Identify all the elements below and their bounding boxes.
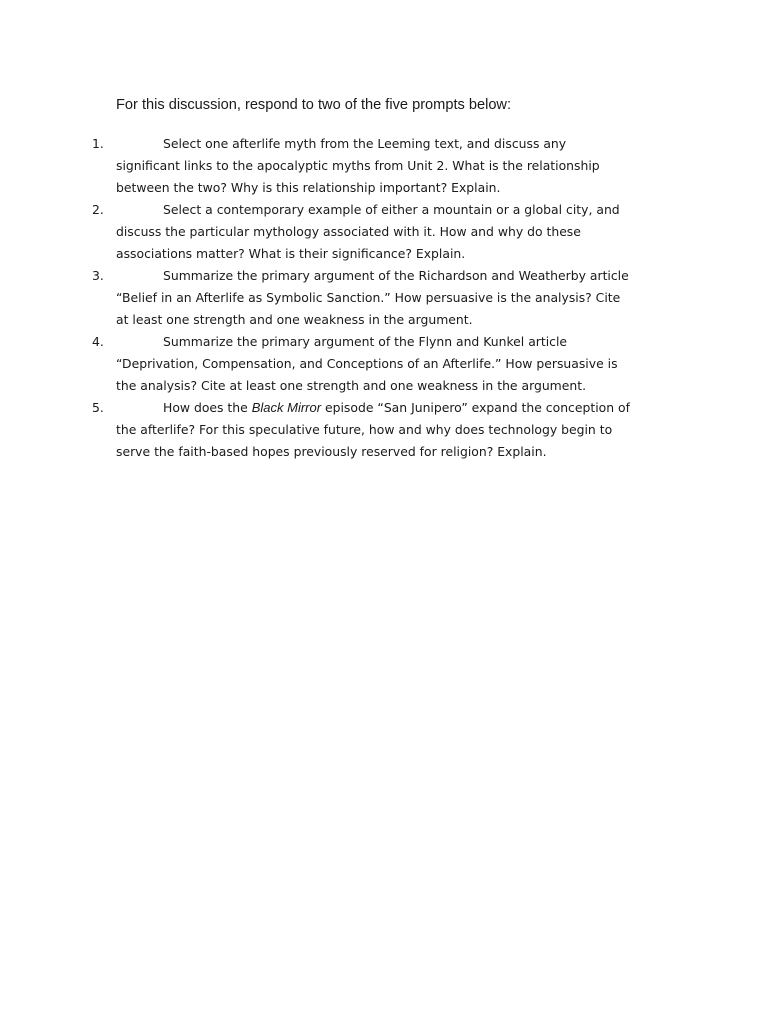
prompt-number: 3.: [92, 268, 104, 283]
prompt-line: between the two? Why is this relationship important? Explain.: [116, 180, 501, 195]
prompt-item-1: [0, 133, 768, 199]
prompt-item-4: [0, 331, 768, 397]
prompt-number: 1.: [92, 136, 104, 151]
prompt-line: [0, 397, 768, 419]
prompt-item-3: [0, 265, 768, 331]
show-title: Black Mirror: [251, 400, 322, 415]
prompt-item-2: [0, 199, 768, 265]
prompt-line: “Belief in an Afterlife as Symbolic Sanction.” How persuasive is the analysis? Cite: [116, 290, 621, 305]
prompt-line: Select a contemporary example of either a mountain or a global city, and: [163, 202, 620, 217]
prompt-line: “Deprivation, Compensation, and Conceptions of an Afterlife.” How persuasive is: [116, 356, 618, 371]
prompt-number: 2.: [92, 202, 104, 217]
prompt-line: significant links to the apocalyptic myths from Unit 2. What is the relationship: [116, 158, 600, 173]
prompt-line: at least one strength and one weakness in the argument.: [116, 312, 473, 327]
prompt-list: [0, 133, 768, 463]
prompt-number: 5.: [92, 400, 104, 415]
prompt-line: Summarize the primary argument of the Flynn and Kunkel article: [163, 334, 568, 349]
prompt-text: episode “San Junipero” expand the conception of: [321, 400, 630, 415]
prompt-line: Summarize the primary argument of the Richardson and Weatherby article: [163, 268, 629, 283]
intro-text: For this discussion, respond to two of the five prompts below:: [116, 97, 512, 113]
prompt-item-5: [0, 397, 768, 463]
prompt-line: serve the faith-based hopes previously reserved for religion? Explain.: [116, 444, 547, 459]
prompt-line: the analysis? Cite at least one strength and one weakness in the argument.: [116, 378, 587, 393]
prompt-line: the afterlife? For this speculative future, how and why does technology begin to: [116, 422, 613, 437]
prompt-text: How does the: [163, 400, 252, 415]
prompt-line: discuss the particular mythology associated with it. How and why do these: [116, 224, 581, 239]
prompt-line: Select one afterlife myth from the Leeming text, and discuss any: [163, 136, 567, 151]
prompt-number: 4.: [92, 334, 104, 349]
prompt-line: associations matter? What is their significance? Explain.: [116, 246, 466, 261]
